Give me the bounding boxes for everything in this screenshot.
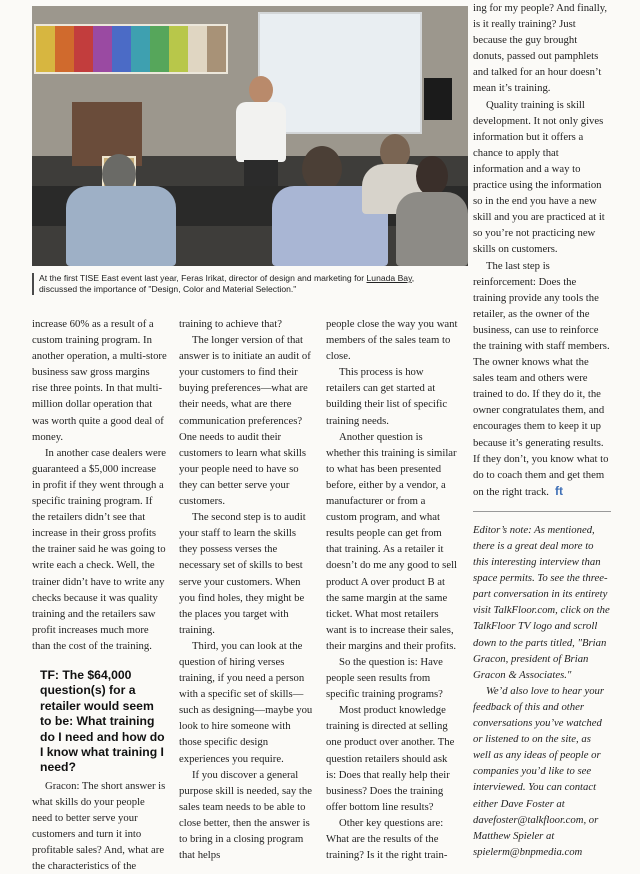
paragraph: increase 60% as a result of a custom training program. In another operation, a multi-store business saw gross margins rise three points. In that multi-million dollar operation that was worth quite a good deal of money. [32, 318, 167, 443]
color-swatch-board [34, 24, 228, 74]
paragraph: In another case dealers were guaranteed a $5,000 increase in profit if they went through a specific training program. If the retailers didn’t see that increase in their gross profits the trainer said he was going to write each a check. Well, the trainer didn’t have to write any checks because it was quality training and the retailers saw profit increases much more than the cost of the training. [32, 446, 167, 652]
audience-body [396, 192, 468, 266]
audience-head [416, 156, 448, 196]
paragraph: If you discover a general purpose skill is needed, say the sales team needs to be able to close better, then the answer is to bring in a closing program that helps [179, 768, 312, 862]
paragraph: training to achieve that? [179, 318, 282, 330]
paragraph: Gracon: The short answer is what skills do your people need to better serve your customers and turn it into profitable sales? And, what are the characteristics of the [32, 779, 166, 873]
article-column-1 [32, 316, 167, 874]
photo-caption [32, 273, 471, 295]
ft-end-mark: ft [554, 483, 563, 498]
event-photo [32, 6, 468, 266]
paragraph: Other key questions are: What are the results of the training? Is it the right train- [326, 816, 448, 862]
editors-note-contact: We’d also love to hear your feedback of this and other conversations you’ve watched or listened to on the site, as well as any ideas of people or companies you’d like to see interviewed. You can contact either Dave Foster at davefoster@talkfloor.com, or Matthew Spieler at spielerm@bnpmedia.com [473, 684, 605, 858]
paragraph: ing for my people? And finally, is it really training? Just because the guy brought donuts, passed out pamphlets and talked for an hour doesn’t mean it’s training. [473, 2, 608, 95]
paragraph: Another question is whether this training is similar to what has been presented before, either by a vendor, a manufacturer or from a custom program, and what results people can get from that training. As a retailer it doesn’t do me any good to sell product A over product B at the same margin at the same ticket. What most retailers want is to increase their sales, their margins and their profits. [326, 430, 458, 652]
article-column-2 [179, 316, 314, 863]
presenter [232, 76, 290, 186]
article-column-4 [473, 0, 611, 860]
paragraph: This process is how retailers can get started at building their list of specific training needs. [326, 366, 448, 427]
paragraph: The longer version of that answer is to initiate an audit of your customers to find their buying preferences—what are their needs, what are there communication preferences? One needs to audit their customers to learn what skills your people need to have so they can better serve your customers. [179, 334, 311, 508]
paragraph: people close the way you want members of the sales team to close. [326, 318, 458, 363]
audience-body [66, 186, 176, 266]
divider [473, 511, 611, 512]
caption-text: At the first TISE East event last year, Feras Irikat, director of design and marketing for [39, 273, 367, 283]
paragraph [473, 258, 611, 500]
caption-line-2: discussed the importance of "Design, Color and Material Selection." [39, 284, 297, 294]
paragraph-text: The last step is reinforcement: Does the training provide any tools the retailer, as the owner of the business, can use to reinforce the training with staff members. The owner knows what the sales team and others were trained to do. If they do it, the owner congratulates them, and encourages them to keep it up because it’s generating results. If they don’t, you know what to do to coach them and get them on the right track. [473, 259, 610, 498]
paragraph: Third, you can look at the question of hiring verses training, if you need a person with a specific set of skills—such as designing—maybe you look to hire someone with those specific design experiences you require. [179, 639, 313, 765]
caption-comma: , [411, 273, 415, 283]
caption-link-lunada-bay[interactable]: Lunada Bay [366, 273, 412, 283]
paragraph: Quality training is skill development. It not only gives information but it offers a chance to apply that information and a way to practice using the information so in the end you have a new skill and you are practiced at it so you’re not practicing new skills on customers. [473, 98, 605, 256]
paragraph: Most product knowledge training is directed at selling one product over another. The question retailers should ask is: Does that really help their business? Does the training offer bottom line results? [326, 704, 455, 813]
article-column-3 [326, 316, 458, 863]
editors-note [473, 522, 611, 860]
editors-note-text: Editor’s note: As mentioned, there is a great deal more to this interesting interview than space permits. To see the three-part conversation in its entirety visit TalkFloor.com, click on the TalkFloor TV logo and scroll down to the parts titled, "Brian Gracon, president of Brian Gracon & Associates." [473, 523, 610, 681]
loudspeaker [424, 78, 452, 120]
question-subhead: TF: The $64,000 question(s) for a retailer would seem to be: What training do I need and how do I know what training I need? [40, 667, 165, 775]
paragraph: The second step is to audit your staff to learn the skills they possess verses the necessary set of skills to best serve your customers. When you find holes, they might be the places you target with training. [179, 511, 306, 636]
paragraph: So the question is: Have people seen results from specific training programs? [326, 655, 443, 701]
